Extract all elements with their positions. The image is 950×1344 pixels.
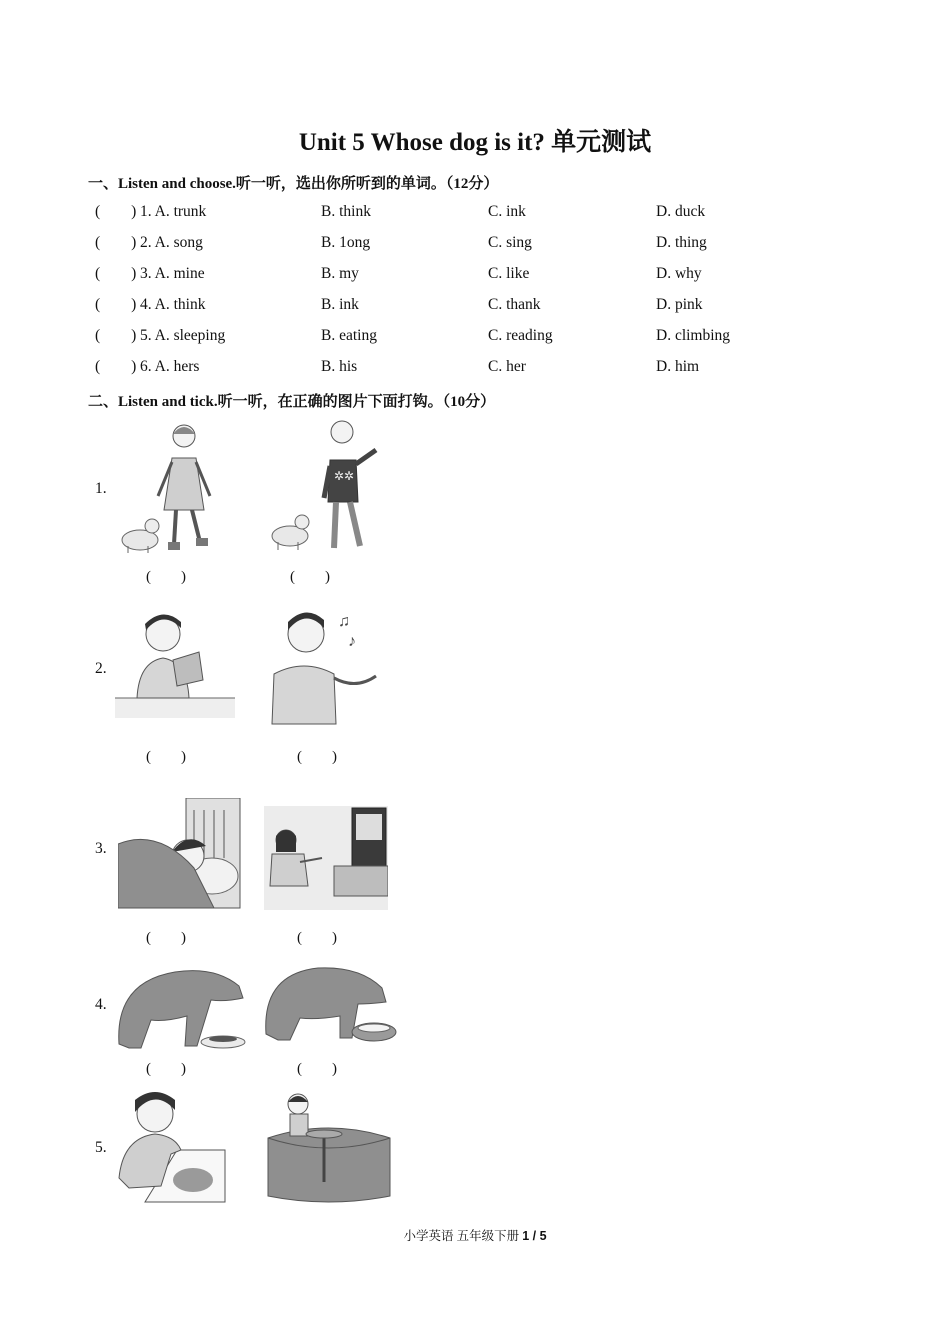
option-d: D. duck: [656, 203, 706, 220]
section2-heading: 二、Listen and tick.听一听，在正确的图片下面打钩。（10分）: [88, 394, 496, 410]
footer-subject: 小学英语 五年级下册: [403, 1229, 523, 1243]
svg-text:✲✲: ✲✲: [334, 469, 355, 483]
item-number: 5.: [95, 1139, 107, 1156]
answer-blank[interactable]: ( ): [95, 265, 137, 282]
question-row-1: [95, 203, 855, 225]
option-b: B. my: [321, 265, 359, 282]
question-row-4: [95, 296, 855, 318]
tick-blank-right[interactable]: ( ): [290, 569, 330, 585]
option-a: 6. A. hers: [140, 358, 200, 375]
option-c: C. reading: [488, 327, 553, 344]
option-c: C. like: [488, 265, 530, 282]
question-row-3: [95, 265, 855, 287]
boy-singing-icon[interactable]: [264, 608, 382, 728]
option-d: D. him: [656, 358, 700, 375]
option-a: 5. A. sleeping: [140, 327, 226, 344]
option-c: C. sing: [488, 234, 532, 251]
man-with-dog-icon[interactable]: [264, 418, 388, 558]
page-title: Unit 5 Whose dog is it? 单元测试: [298, 129, 652, 156]
question-row-2: [95, 234, 855, 256]
option-d: D. pink: [656, 296, 703, 313]
tick-blank-left[interactable]: ( ): [146, 749, 186, 765]
answer-blank[interactable]: ( ): [95, 327, 137, 344]
sleeping-person-icon[interactable]: [118, 798, 242, 910]
item-number: 2.: [95, 660, 107, 677]
option-b: B. his: [321, 358, 358, 375]
item-number: 4.: [95, 996, 107, 1013]
option-a: 2. A. song: [140, 234, 203, 251]
tick-blank-right[interactable]: ( ): [297, 749, 337, 765]
svg-text:♪: ♪: [348, 633, 356, 650]
answer-blank[interactable]: ( ): [95, 203, 137, 220]
answer-blank[interactable]: ( ): [95, 358, 137, 375]
option-d: D. thing: [656, 234, 707, 251]
option-a: 3. A. mine: [140, 265, 205, 282]
cat-drinking-icon[interactable]: [264, 958, 402, 1054]
answer-blank[interactable]: ( ): [95, 296, 137, 313]
option-b: B. think: [321, 203, 371, 220]
option-c: C. thank: [488, 296, 541, 313]
tick-blank-right[interactable]: ( ): [297, 1061, 337, 1077]
item-number: 1.: [95, 480, 107, 497]
option-c: C. ink: [488, 203, 526, 220]
tick-blank-left[interactable]: ( ): [146, 930, 186, 946]
tick-blank-left[interactable]: ( ): [146, 1061, 186, 1077]
option-c: C. her: [488, 358, 526, 375]
item-number: 3.: [95, 840, 107, 857]
girl-watching-tv-icon[interactable]: [264, 806, 388, 910]
option-b: B. ink: [321, 296, 359, 313]
option-a: 1. A. trunk: [140, 203, 207, 220]
girl-with-dog-icon[interactable]: [112, 418, 222, 556]
tick-blank-left[interactable]: ( ): [146, 569, 186, 585]
option-a: 4. A. think: [140, 296, 206, 313]
question-row-6: [95, 358, 855, 380]
svg-text:♫: ♫: [338, 613, 350, 630]
option-d: D. why: [656, 265, 702, 282]
question-row-5: [95, 327, 855, 349]
option-d: D. climbing: [656, 327, 731, 344]
page-footer: [0, 1226, 950, 1244]
option-b: B. 1ong: [321, 234, 371, 251]
girl-drawing-icon[interactable]: [115, 1090, 229, 1206]
girl-on-carousel-icon[interactable]: [264, 1090, 394, 1206]
page-number: 1 / 5: [522, 1229, 547, 1243]
option-b: B. eating: [321, 327, 377, 344]
section1-heading: 一、Listen and choose.听一听，选出你所听到的单词。（12分）: [88, 176, 499, 192]
cat-eating-icon[interactable]: [115, 962, 247, 1056]
tick-blank-right[interactable]: ( ): [297, 930, 337, 946]
boy-reading-icon[interactable]: [115, 610, 237, 726]
answer-blank[interactable]: ( ): [95, 234, 137, 251]
